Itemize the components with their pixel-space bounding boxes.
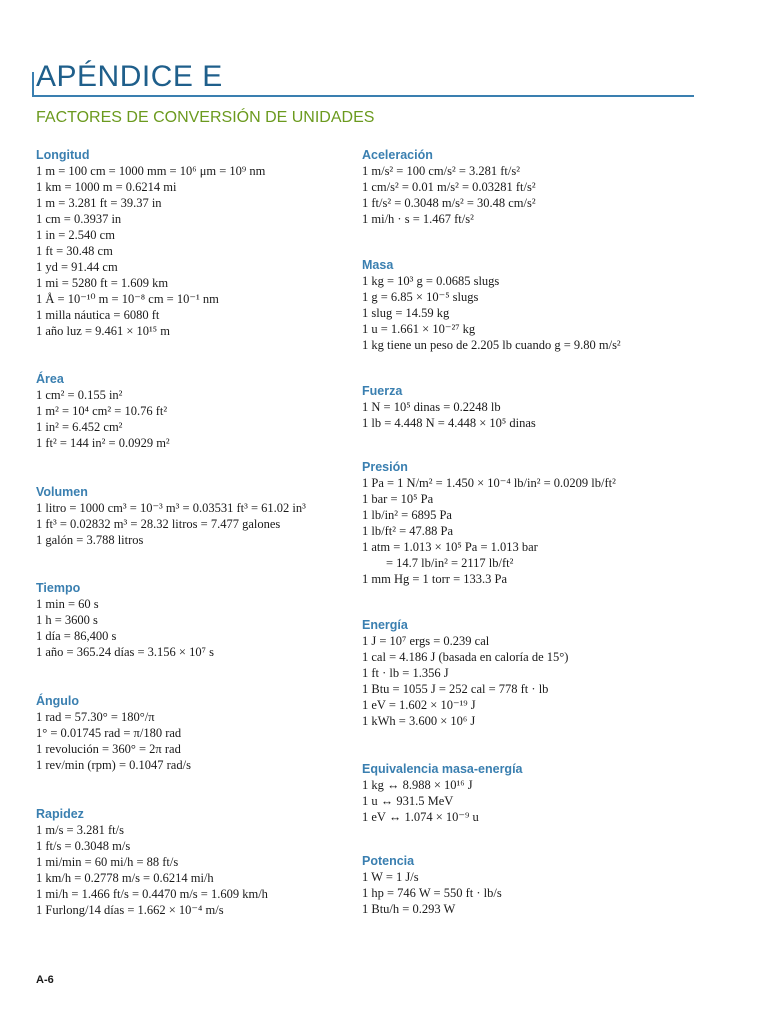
conversion-line: 1 u = 1.661 × 10⁻²⁷ kg bbox=[362, 322, 476, 336]
conversion-line: 1 litro = 1000 cm³ = 10⁻³ m³ = 0.03531 ft³ = 61.02 in³ bbox=[36, 501, 306, 515]
conversion-line: 1° = 0.01745 rad = π/180 rad bbox=[36, 726, 182, 740]
conversion-line: 1 ft/s = 0.3048 m/s bbox=[36, 839, 131, 853]
conversion-line: 1 J = 10⁷ ergs = 0.239 cal bbox=[362, 634, 490, 648]
section-tiempo bbox=[36, 581, 356, 660]
conversion-line: 1 mm Hg = 1 torr = 133.3 Pa bbox=[362, 572, 507, 586]
conversion-line: 1 lb = 4.448 N = 4.448 × 10⁵ dinas bbox=[362, 416, 536, 430]
conversion-line: 1 km = 1000 m = 0.6214 mi bbox=[36, 180, 177, 194]
conversion-line: 1 m/s = 3.281 ft/s bbox=[36, 823, 124, 837]
conversion-line: 1 m = 100 cm = 1000 mm = 10⁶ μm = 10⁹ nm bbox=[36, 164, 266, 178]
section-longitud bbox=[36, 148, 356, 339]
title-rule bbox=[32, 95, 694, 97]
appendix-title: APÉNDICE E bbox=[36, 60, 223, 93]
section-heading: Masa bbox=[362, 258, 394, 272]
conversion-line: 1 ft² = 144 in² = 0.0929 m² bbox=[36, 436, 170, 450]
page-number: A-6 bbox=[36, 974, 54, 986]
section-masa bbox=[362, 258, 702, 353]
conversion-line: 1 min = 60 s bbox=[36, 597, 99, 611]
conversion-line: 1 slug = 14.59 kg bbox=[362, 306, 450, 320]
conversion-line: 1 cm² = 0.155 in² bbox=[36, 388, 123, 402]
conversion-line: = 14.7 lb/in² = 2117 lb/ft² bbox=[386, 556, 514, 570]
conversion-line: 1 mi/min = 60 mi/h = 88 ft/s bbox=[36, 855, 179, 869]
conversion-line: 1 ft³ = 0.02832 m³ = 28.32 litros = 7.477 galones bbox=[36, 517, 281, 531]
conversion-line: 1 milla náutica = 6080 ft bbox=[36, 308, 160, 322]
conversion-line: 1 kg = 10³ g = 0.0685 slugs bbox=[362, 274, 500, 288]
conversion-line: 1 cm = 0.3937 in bbox=[36, 212, 122, 226]
conversion-line: 1 lb/in² = 6895 Pa bbox=[362, 508, 452, 522]
section-potencia bbox=[362, 854, 702, 917]
section-aceleracion bbox=[362, 148, 702, 227]
conversion-line: 1 ft/s² = 0.3048 m/s² = 30.48 cm/s² bbox=[362, 196, 536, 210]
conversion-line: 1 eV = 1.602 × 10⁻¹⁹ J bbox=[362, 698, 476, 712]
conversion-line: 1 mi/h = 1.466 ft/s = 0.4470 m/s = 1.609 km/h bbox=[36, 887, 268, 901]
section-heading: Volumen bbox=[36, 485, 88, 499]
conversion-line: 1 rad = 57.30° = 180°/π bbox=[36, 710, 155, 724]
conversion-line: 1 mi = 5280 ft = 1.609 km bbox=[36, 276, 169, 290]
conversion-line: 1 revolución = 360° = 2π rad bbox=[36, 742, 181, 756]
conversion-line: 1 cm/s² = 0.01 m/s² = 0.03281 ft/s² bbox=[362, 180, 536, 194]
conversion-line: 1 kg tiene un peso de 2.205 lb cuando g = 9.80 m/s² bbox=[362, 338, 621, 352]
conversion-line: 1 m = 3.281 ft = 39.37 in bbox=[36, 196, 162, 210]
conversion-line: 1 Btu = 1055 J = 252 cal = 778 ft · lb bbox=[362, 682, 549, 696]
conversion-line: 1 año = 365.24 días = 3.156 × 10⁷ s bbox=[36, 645, 214, 659]
conversion-line: 1 Pa = 1 N/m² = 1.450 × 10⁻⁴ lb/in² = 0.0209 lb/ft² bbox=[362, 476, 616, 490]
conversion-line: 1 eV ↔ 1.074 × 10⁻⁹ u bbox=[362, 810, 479, 824]
section-heading: Potencia bbox=[362, 854, 415, 868]
conversion-line: 1 galón = 3.788 litros bbox=[36, 533, 144, 547]
section-subtitle: FACTORES DE CONVERSIÓN DE UNIDADES bbox=[36, 109, 375, 126]
conversion-line: 1 bar = 10⁵ Pa bbox=[362, 492, 434, 506]
section-equivalencia bbox=[362, 762, 702, 825]
section-heading: Longitud bbox=[36, 148, 90, 162]
conversion-line: 1 kWh = 3.600 × 10⁶ J bbox=[362, 714, 476, 728]
section-angulo bbox=[36, 694, 356, 773]
section-heading: Tiempo bbox=[36, 581, 81, 595]
section-heading: Rapidez bbox=[36, 807, 84, 821]
conversion-line: 1 Furlong/14 días = 1.662 × 10⁻⁴ m/s bbox=[36, 903, 224, 917]
conversion-line: 1 lb/ft² = 47.88 Pa bbox=[362, 524, 454, 538]
conversion-line: 1 kg ↔ 8.988 × 10¹⁶ J bbox=[362, 778, 473, 792]
conversion-line: 1 m/s² = 100 cm/s² = 3.281 ft/s² bbox=[362, 164, 520, 178]
conversion-line: 1 día = 86,400 s bbox=[36, 629, 117, 643]
conversion-line: 1 in = 2.540 cm bbox=[36, 228, 115, 242]
conversion-line: 1 atm = 1.013 × 10⁵ Pa = 1.013 bar bbox=[362, 540, 538, 554]
conversion-line: 1 hp = 746 W = 550 ft · lb/s bbox=[362, 886, 502, 900]
conversion-line: 1 km/h = 0.2778 m/s = 0.6214 mi/h bbox=[36, 871, 214, 885]
section-rapidez bbox=[36, 807, 356, 918]
section-heading: Presión bbox=[362, 460, 408, 474]
conversion-line: 1 Btu/h = 0.293 W bbox=[362, 902, 456, 916]
conversion-line: 1 Å = 10⁻¹⁰ m = 10⁻⁸ cm = 10⁻¹ nm bbox=[36, 292, 219, 306]
conversion-line: 1 mi/h · s = 1.467 ft/s² bbox=[362, 212, 474, 226]
section-heading: Aceleración bbox=[362, 148, 433, 162]
conversion-line: 1 h = 3600 s bbox=[36, 613, 98, 627]
conversion-line: 1 cal = 4.186 J (basada en caloría de 15°) bbox=[362, 650, 569, 664]
conversion-line: 1 ft · lb = 1.356 J bbox=[362, 666, 449, 680]
section-presion bbox=[362, 460, 702, 587]
conversion-line: 1 año luz = 9.461 × 10¹⁵ m bbox=[36, 324, 170, 338]
section-area bbox=[36, 372, 356, 451]
title-vertical-bar bbox=[32, 72, 34, 97]
conversion-line: 1 g = 6.85 × 10⁻⁵ slugs bbox=[362, 290, 479, 304]
conversion-line: 1 yd = 91.44 cm bbox=[36, 260, 118, 274]
conversion-line: 1 m² = 10⁴ cm² = 10.76 ft² bbox=[36, 404, 168, 418]
conversion-line: 1 N = 10⁵ dinas = 0.2248 lb bbox=[362, 400, 501, 414]
section-volumen bbox=[36, 485, 356, 548]
conversion-line: 1 W = 1 J/s bbox=[362, 870, 419, 884]
section-energia bbox=[362, 618, 702, 729]
conversion-line: 1 u ↔ 931.5 MeV bbox=[362, 794, 454, 808]
conversion-line: 1 ft = 30.48 cm bbox=[36, 244, 113, 258]
section-fuerza bbox=[362, 384, 702, 431]
section-heading: Área bbox=[36, 372, 64, 386]
section-heading: Energía bbox=[362, 618, 408, 632]
conversion-line: 1 in² = 6.452 cm² bbox=[36, 420, 123, 434]
section-heading: Fuerza bbox=[362, 384, 403, 398]
section-heading: Equivalencia masa-energía bbox=[362, 762, 523, 776]
conversion-line: 1 rev/min (rpm) = 0.1047 rad/s bbox=[36, 758, 191, 772]
section-heading: Ángulo bbox=[36, 694, 80, 708]
